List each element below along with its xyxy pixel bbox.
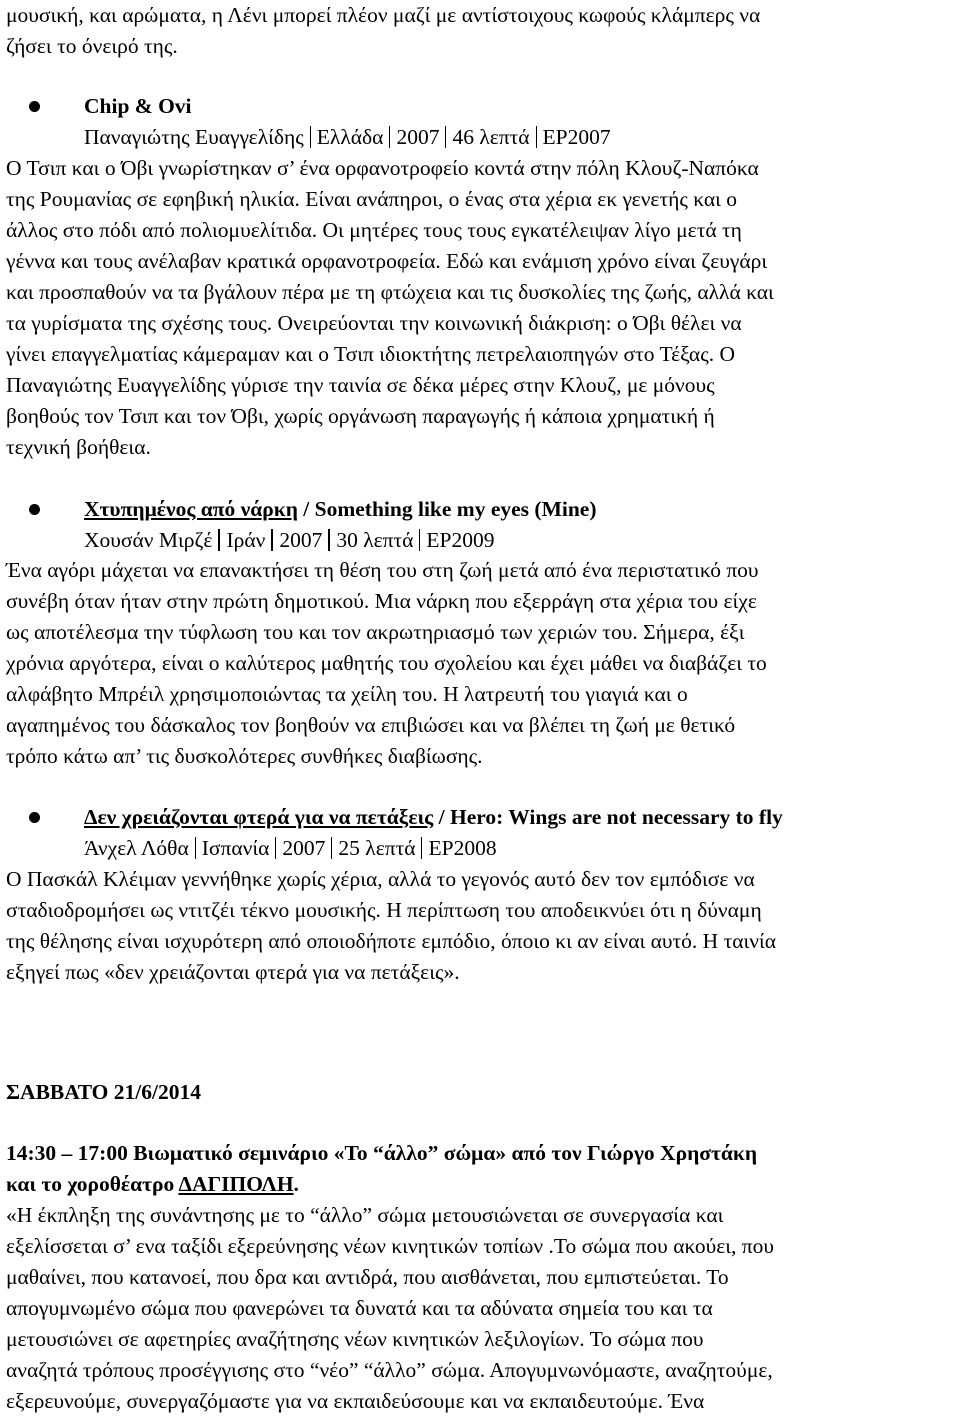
film-title-greek: Χτυπημένος από νάρκη <box>84 497 298 521</box>
bullet-icon <box>29 812 40 823</box>
text-line: μετουσιώνει σε αφετηρίες αναζήτησης νέων κινητικών λεξιλογίων. Το σώμα που <box>6 1327 704 1351</box>
separator <box>328 529 330 551</box>
text-line: Ένα αγόρι μάχεται να επανακτήσει τη θέση του στη ζωή μετά από ένα περιστατικό που <box>6 558 759 582</box>
separator <box>310 126 311 148</box>
film-credits <box>84 122 956 153</box>
text-line: Παναγιώτης Ευαγγελίδης γύρισε την ταινία σε δέκα μέρες στην Κλουζ, με μόνους <box>6 373 715 397</box>
film-description <box>6 555 956 772</box>
text-line: εξηγεί πως «δεν χρειάζονται φτερά για να πετάξεις». <box>6 960 460 984</box>
event-block <box>6 1138 956 1417</box>
text-line: και προσπαθούν να τα βγάλουν πέρα με τη φτώχεια και τις δυσκολίες της ζωής, αλλά και <box>6 280 774 304</box>
text-line: Ο Τσιπ και ο Όβι γνωρίστηκαν σ’ ένα ορφανοτροφείο κοντά στην πόλη Κλουζ-Ναπόκα <box>6 156 759 180</box>
film-title-english: / Hero: Wings are not necessary to fly <box>433 805 783 829</box>
film-description <box>6 864 956 988</box>
text-line: της Ρουμανίας σε εφηβική ηλικία. Είναι ανάπηροι, ο ένας στα χέρια εκ γενετής και ο <box>6 187 738 211</box>
text-line: τα γυρίσματα της σχέσης τους. Ονειρεύονται την κοινωνική διάκριση: ο Όβι θέλει να <box>6 311 742 335</box>
text-line: χρόνια αργότερα, είναι ο καλύτερος μαθητής του σχολείου και έχει μάθει να διαβάζει το <box>6 651 767 675</box>
text-line: τεχνική βοήθεια. <box>6 435 151 459</box>
film-director: Χουσάν Μιρζέ <box>84 528 213 552</box>
bullet-icon <box>29 101 40 112</box>
text-line: εξερευνούμε, συνεργαζόμαστε για να εκπαιδεύσουμε και να εκπαιδευτούμε. Ένα <box>6 1389 705 1413</box>
film-title: Chip & Ovi <box>84 94 192 118</box>
film-award: EP2008 <box>428 836 497 860</box>
text-line: «Η έκπληξη της συνάντησης με το “άλλο” σώμα μετουσιώνεται σε συνεργασία και <box>6 1203 724 1227</box>
film-year: 2007 <box>282 836 326 860</box>
event-title-prefix: και το χοροθέατρο <box>6 1172 179 1196</box>
text-line: ζήσει το όνειρό της. <box>6 34 178 58</box>
film-award: EP2009 <box>426 528 495 552</box>
separator <box>536 126 537 148</box>
film-award: EP2007 <box>542 125 611 149</box>
event-title-suffix: . <box>293 1172 299 1196</box>
text-line: αλφάβητο Μπρέιλ χρησιμοποιώντας τα χείλη του. Η λατρευτή του γιαγιά και ο <box>6 682 688 706</box>
text-line: ως αποτέλεσμα την τύφλωση του και τον ακρωτηριασμό των χεριών του. Σήμερα, έξι <box>6 620 745 644</box>
separator <box>389 126 390 148</box>
separator <box>419 529 420 551</box>
film-duration: 30 λεπτά <box>336 528 414 552</box>
film-year: 2007 <box>396 125 440 149</box>
text-line: συνέβη όταν ήταν στην πρώτη δημοτικού. Μια νάρκη που εξερράγη στα χέρια του είχε <box>6 589 757 613</box>
separator <box>271 529 273 551</box>
event-company-name: ΔΑΓΙΠΟΛΗ <box>178 1172 294 1196</box>
film-title-greek: Δεν χρειάζονται φτερά για να πετάξεις <box>84 805 434 829</box>
text-line: Ο Πασκάλ Κλέιμαν γεννήθηκε χωρίς χέρια, αλλά το γεγονός αυτό δεν τον εμπόδισε να <box>6 867 755 891</box>
text-line: γέννα και τους ανέλαβαν κρατικά ορφανοτροφεία. Εδώ και ενάμιση χρόνο είναι ζευγάρι <box>6 249 768 273</box>
text-line: βοηθούς τον Τσιπ και τον Όβι, χωρίς οργάνωση παραγωγής ή κάποια χρηματική ή <box>6 404 715 428</box>
film-country: Ισπανία <box>201 836 270 860</box>
separator <box>421 837 422 859</box>
film-entry-chip-ovi <box>84 91 956 153</box>
text-line: τρόπο κάτω απ’ τις δυσκολότερες συνθήκες διαβίωσης. <box>6 744 483 768</box>
text-line: αγαπημένος του δάσκαλος τον βοηθούν να επιβιώσει και να βλέπει τη ζωή με θετικό <box>6 713 736 737</box>
separator <box>445 126 446 148</box>
film-duration: 46 λεπτά <box>452 125 530 149</box>
event-title: 14:30 – 17:00 Βιωματικό σεμινάριο «Το “άλλο” σώμα» από τον Γιώργο Χρηστάκη <box>6 1141 758 1165</box>
separator <box>331 837 332 859</box>
text-line: μαθαίνει, που κατανοεί, που δρα και αντιδρά, που αισθάνεται, που εμπιστεύεται. Το <box>6 1265 729 1289</box>
text-line: άλλος στο πόδι από πολιομυελίτιδα. Οι μητέρες τους τους εγκατέλειψαν λίγο μετά τη <box>6 218 742 242</box>
film-director: Άνχελ Λόθα <box>84 836 189 860</box>
film-duration: 25 λεπτά <box>338 836 416 860</box>
film-country: Ιράν <box>226 528 266 552</box>
film-director: Παναγιώτης Ευαγγελίδης <box>84 125 304 149</box>
separator <box>275 837 276 859</box>
separator <box>195 837 196 859</box>
text-line: γίνει επαγγελματίας κάμεραμαν και ο Τσιπ ιδιοκτήτης πετρελαιοπηγών στο Τέξας. Ο <box>6 342 735 366</box>
text-line: σταδιοδρομήσει ως ντιτζέι τέκνο μουσικής. Η περίπτωση του αποδεικνύει ότι η δύναμη <box>6 898 762 922</box>
bullet-icon <box>29 504 40 515</box>
text-line: απογυμνωμένο σώμα που φανερώνει τα δυνατά και τα αδύνατα σημεία του και τα <box>6 1296 713 1320</box>
separator <box>218 529 220 551</box>
intro-paragraph <box>6 0 956 62</box>
film-title <box>84 494 956 525</box>
film-entry-hero <box>84 802 956 864</box>
film-title <box>84 802 956 833</box>
event-title-continued <box>6 1169 956 1200</box>
film-entry-mine <box>84 494 956 556</box>
film-year: 2007 <box>279 528 323 552</box>
film-credits <box>84 833 956 864</box>
film-credits <box>84 525 956 556</box>
text-line: εξελίσσεται σ’ ενα ταξίδι εξερεύνησης νέων κινητικών τοπίων .Το σώμα που ακούει, που <box>6 1234 775 1258</box>
text-line: μουσική, και αρώματα, η Λένι μπορεί πλέον μαζί με αντίστοιχους κωφούς κλάμπερς να <box>6 3 761 27</box>
film-title-english: / Something like my eyes (Mine) <box>297 497 597 521</box>
film-country: Ελλάδα <box>316 125 384 149</box>
film-description <box>6 153 956 463</box>
text-line: αναζητά τρόπους προσέγγισης στο “νέο” “άλλο” σώμα. Απογυμνωνόμαστε, αναζητούμε, <box>6 1358 773 1382</box>
day-heading: ΣΑΒΒΑΤΟ 21/6/2014 <box>6 1080 201 1104</box>
text-line: της θέλησης είναι ισχυρότερη από οποιοδήποτε εμπόδιο, όποιο κι αν είναι αυτό. Η ταινία <box>6 929 777 953</box>
